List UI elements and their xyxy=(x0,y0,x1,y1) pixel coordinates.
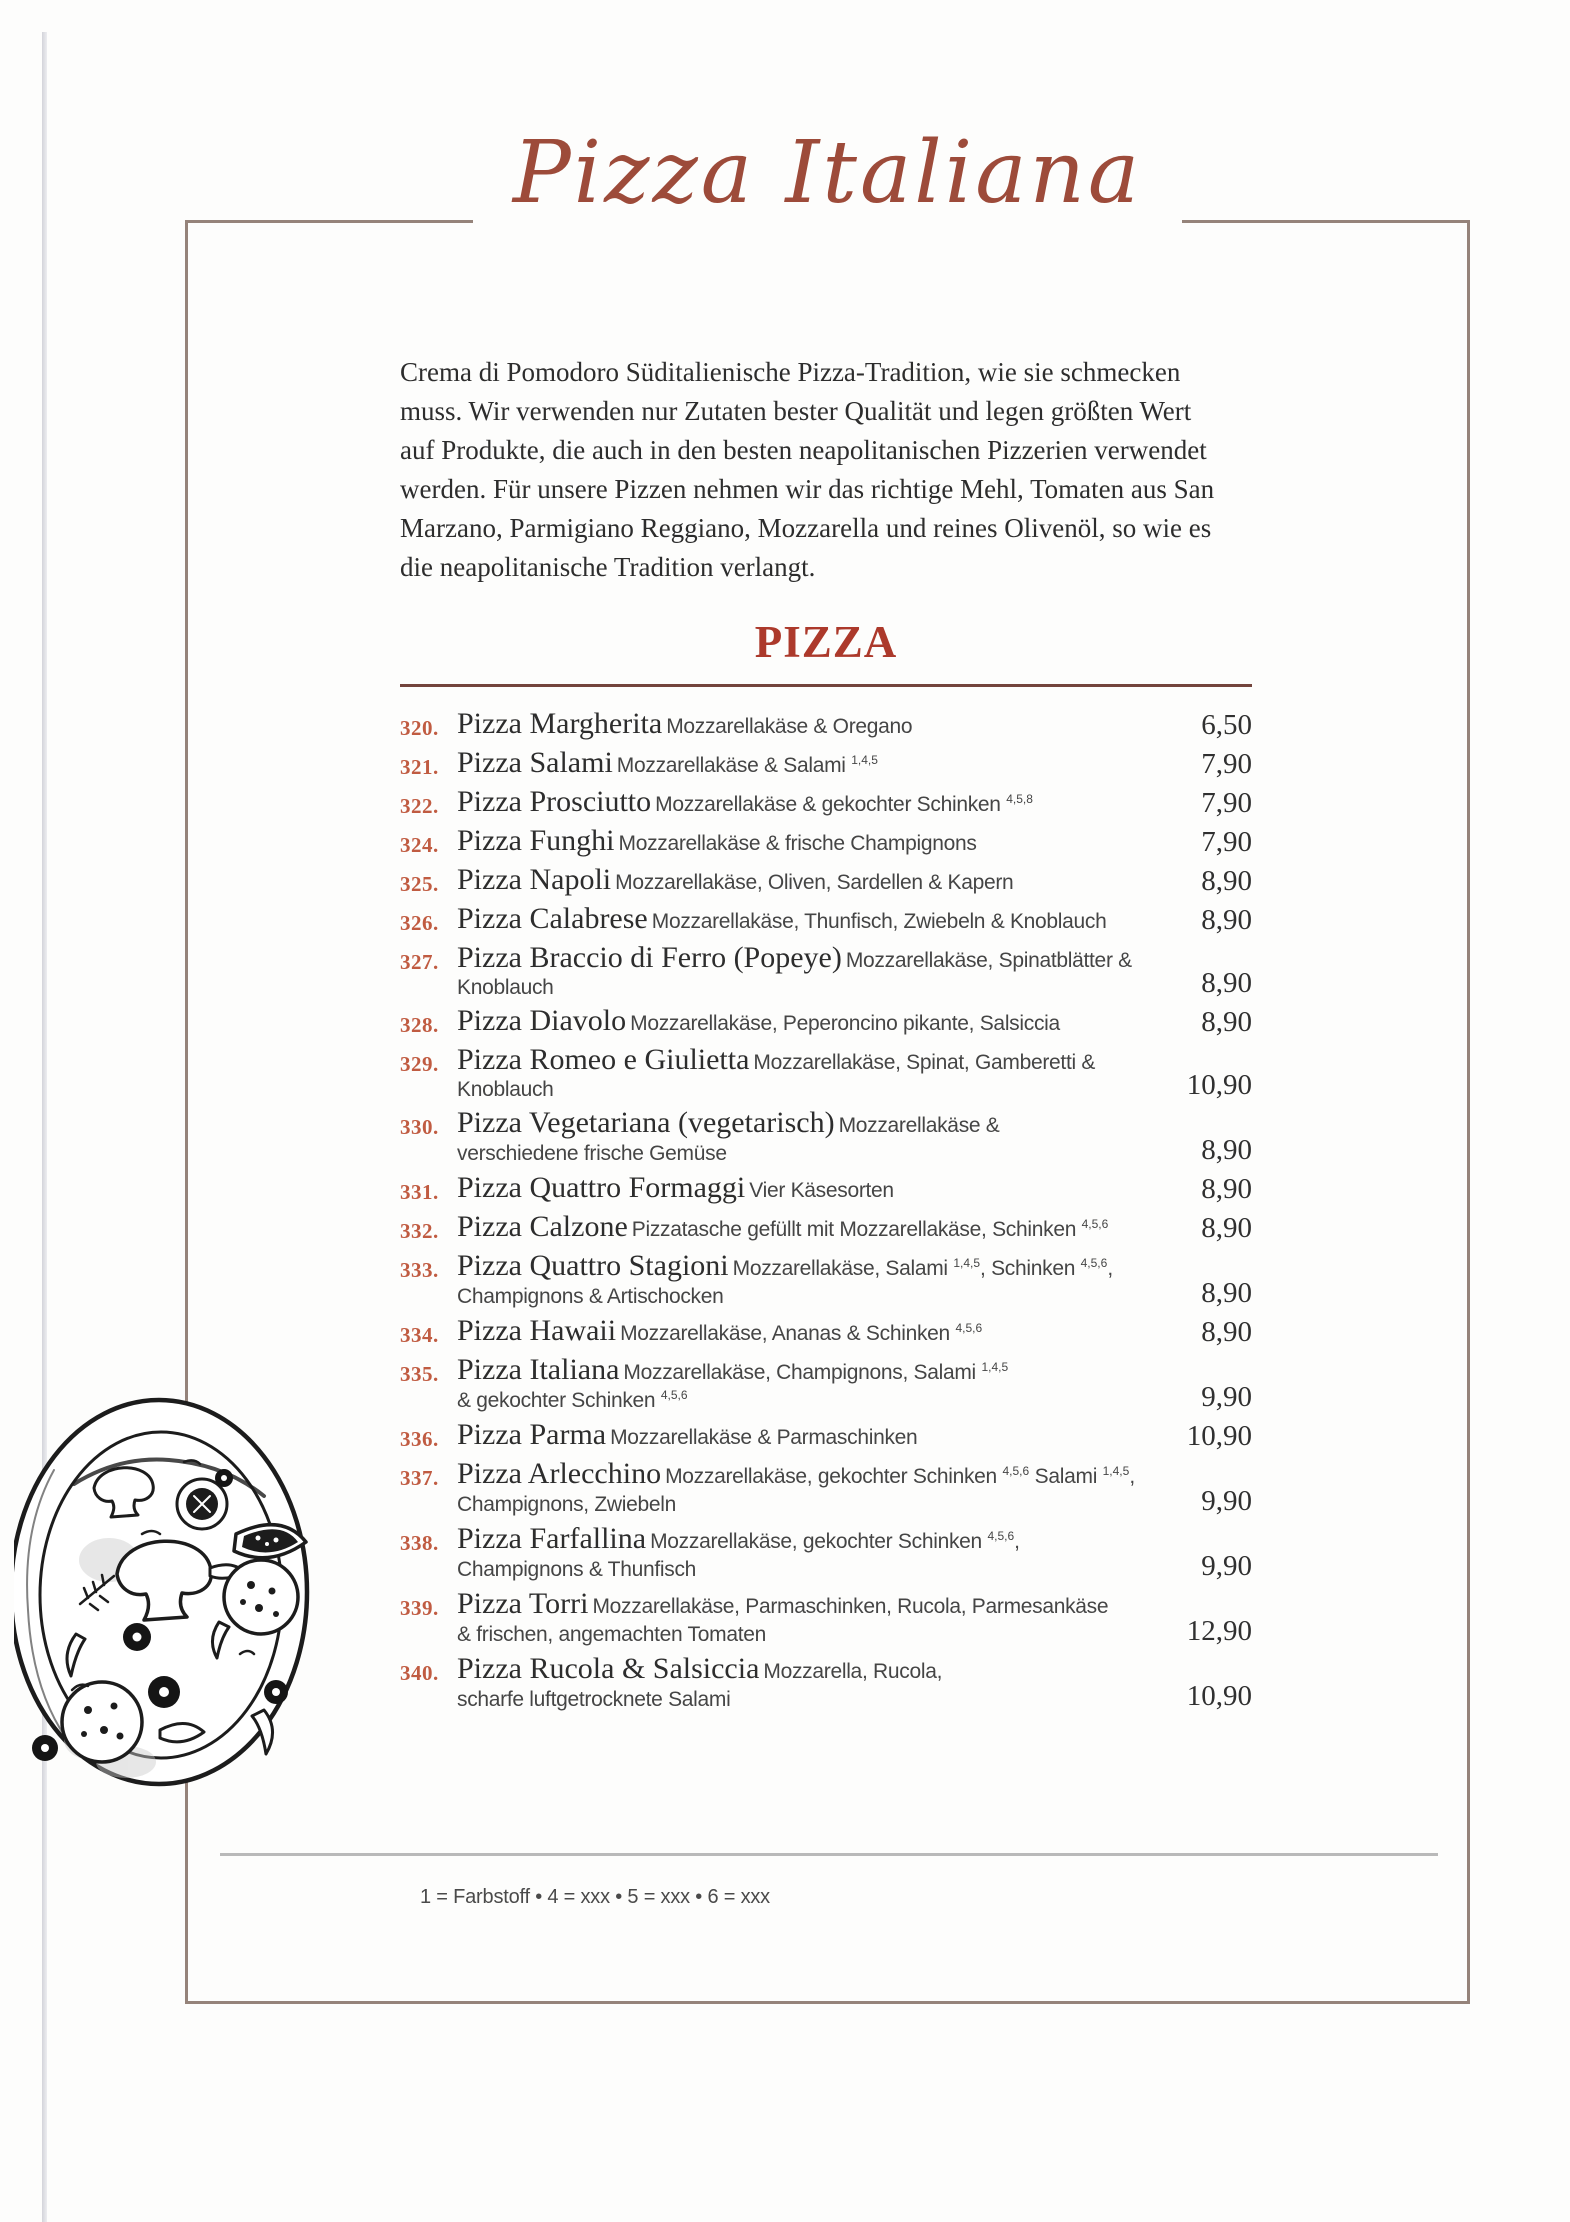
item-name: Pizza Prosciutto xyxy=(457,785,652,818)
item-price: 8,90 xyxy=(1201,865,1252,897)
item-name: Pizza Funghi xyxy=(457,824,615,857)
item-first-line xyxy=(457,1003,1157,1039)
item-body xyxy=(457,1456,1157,1518)
item-number: 333. xyxy=(400,1258,439,1282)
item-price: 7,90 xyxy=(1201,826,1252,858)
item-price: 12,90 xyxy=(1186,1615,1252,1647)
item-description-line: scharfe luftgetrocknete Salami xyxy=(457,1688,731,1711)
item-name: Pizza Calabrese xyxy=(457,902,648,935)
item-description-line: Champignons & Artischocken xyxy=(457,1285,724,1308)
page-title: Pizza Italiana xyxy=(473,98,1182,248)
item-body xyxy=(457,1003,1157,1039)
menu-heading: PIZZA xyxy=(754,617,898,667)
item-price: 8,90 xyxy=(1201,967,1252,999)
item-price: 7,90 xyxy=(1201,748,1252,780)
item-name: Pizza Italiana xyxy=(457,1353,620,1386)
item-description: Mozzarellakäse, Champignons, Salami $^{1,4,5}$ xyxy=(623,1360,1009,1384)
item-body xyxy=(457,901,1157,937)
item-number: 322. xyxy=(400,794,439,818)
item-number: 337. xyxy=(400,1466,439,1490)
item-number: 334. xyxy=(400,1323,439,1347)
item-description: Mozzarellakäse, Salami $^{1,4,5}$, Schinken $^{4,5,6}$, xyxy=(732,1256,1113,1280)
page-title-wrap xyxy=(185,98,1470,248)
item-first-line xyxy=(457,1209,1157,1245)
menu-item-row xyxy=(400,1521,1252,1583)
item-body xyxy=(457,706,1157,742)
item-description: Mozzarellakäse & Oregano xyxy=(666,715,913,738)
item-body xyxy=(457,745,1157,781)
menu-item-list xyxy=(400,706,1252,1713)
item-body xyxy=(457,1586,1157,1648)
item-description: Vier Käsesorten xyxy=(749,1179,894,1202)
item-number: 331. xyxy=(400,1180,439,1204)
menu-item-row xyxy=(400,1170,1252,1206)
heading-rule xyxy=(400,684,1252,687)
item-name: Pizza Torri xyxy=(457,1587,589,1620)
item-body xyxy=(457,1209,1157,1245)
item-number: 336. xyxy=(400,1427,439,1451)
menu-item-row xyxy=(400,823,1252,859)
item-description: Mozzarellakäse & xyxy=(838,1114,1000,1137)
menu-item-row xyxy=(400,1248,1252,1310)
item-number: 328. xyxy=(400,1013,439,1037)
item-body xyxy=(457,862,1157,898)
item-name: Pizza Romeo e Giulietta xyxy=(457,1043,750,1076)
item-description: Mozzarellakäse & Parmaschinken xyxy=(610,1426,918,1449)
menu-item-row xyxy=(400,1651,1252,1713)
item-description: Mozzarellakäse, Spinatblätter & Knoblauch xyxy=(457,949,1132,999)
item-number: 326. xyxy=(400,911,439,935)
item-first-line xyxy=(457,1313,1157,1349)
item-description: Mozzarellakäse, gekochter Schinken $^{4,5,6}$ Salami $^{1,4,5}$, xyxy=(665,1464,1135,1488)
menu-item-row xyxy=(400,1417,1252,1453)
item-number: 340. xyxy=(400,1661,439,1685)
page-edge-line xyxy=(42,32,47,2222)
menu-item-row xyxy=(400,1456,1252,1518)
item-name: Pizza Arlecchino xyxy=(457,1457,662,1490)
item-first-line xyxy=(457,784,1157,820)
item-number: 327. xyxy=(400,950,439,974)
item-name: Pizza Farfallina xyxy=(457,1522,647,1555)
menu-item-row xyxy=(400,1042,1252,1102)
item-number: 320. xyxy=(400,716,439,740)
item-first-line xyxy=(457,823,1157,859)
item-price: 6,50 xyxy=(1201,709,1252,741)
item-first-line xyxy=(457,1651,1157,1687)
menu-item-row xyxy=(400,784,1252,820)
item-first-line xyxy=(457,1417,1157,1453)
item-number: 330. xyxy=(400,1115,439,1139)
item-body xyxy=(457,784,1157,820)
item-body xyxy=(457,1651,1157,1713)
item-price: 8,90 xyxy=(1201,1212,1252,1244)
item-name: Pizza Quattro Stagioni xyxy=(457,1249,729,1282)
item-description-line: & frischen, angemachten Tomaten xyxy=(457,1623,767,1646)
item-price: 9,90 xyxy=(1201,1485,1252,1517)
item-price: 10,90 xyxy=(1186,1069,1252,1101)
item-first-line xyxy=(457,862,1157,898)
item-description: Mozzarellakäse, Oliven, Sardellen & Kapern xyxy=(615,871,1014,894)
item-price: 10,90 xyxy=(1186,1680,1252,1712)
item-first-line xyxy=(457,1352,1157,1388)
item-description: Mozzarellakäse & frische Champignons xyxy=(618,832,977,855)
item-name: Pizza Quattro Formaggi xyxy=(457,1171,746,1204)
item-name: Pizza Diavolo xyxy=(457,1004,627,1037)
item-name: Pizza Braccio di Ferro (Popeye) xyxy=(457,941,842,974)
item-first-line xyxy=(457,1042,1157,1102)
item-price: 8,90 xyxy=(1201,1173,1252,1205)
menu-item-row xyxy=(400,1209,1252,1245)
item-name: Pizza Parma xyxy=(457,1418,607,1451)
item-body xyxy=(457,1352,1157,1414)
item-description: Mozzarella, Rucola, xyxy=(763,1660,943,1683)
item-name: Pizza Hawaii xyxy=(457,1314,617,1347)
item-name: Pizza Vegetariana (vegetarisch) xyxy=(457,1106,835,1139)
item-description: Mozzarellakäse & Salami $^{1,4,5}$ xyxy=(616,753,878,777)
item-price: 8,90 xyxy=(1201,1277,1252,1309)
item-price: 8,90 xyxy=(1201,1134,1252,1166)
item-name: Pizza Margherita xyxy=(457,707,663,740)
menu-item-row xyxy=(400,1003,1252,1039)
item-price: 8,90 xyxy=(1201,1316,1252,1348)
item-name: Pizza Salami xyxy=(457,746,613,779)
item-description: Mozzarellakäse, Parmaschinken, Rucola, Parmesankäse xyxy=(592,1595,1109,1618)
additives-footnote: 1 = Farbstoff • 4 = xxx • 5 = xxx • 6 = xxx xyxy=(420,1886,770,1908)
item-price: 8,90 xyxy=(1201,904,1252,936)
item-body xyxy=(457,940,1157,1000)
item-number: 338. xyxy=(400,1531,439,1555)
menu-item-row xyxy=(400,745,1252,781)
item-body xyxy=(457,1313,1157,1349)
item-body xyxy=(457,1105,1157,1167)
item-name: Pizza Calzone xyxy=(457,1210,628,1243)
item-description: Pizzatasche gefüllt mit Mozzarellakäse, Schinken $^{4,5,6}$ xyxy=(631,1217,1109,1241)
menu-item-row xyxy=(400,1313,1252,1349)
item-description: Mozzarellakäse, Spinat, Gamberetti & Knoblauch xyxy=(457,1051,1096,1101)
item-name: Pizza Rucola & Salsiccia xyxy=(457,1652,760,1685)
item-price: 9,90 xyxy=(1201,1550,1252,1582)
item-number: 324. xyxy=(400,833,439,857)
item-number: 332. xyxy=(400,1219,439,1243)
footer-divider xyxy=(220,1853,1438,1856)
menu-section xyxy=(400,616,1252,1716)
item-number: 321. xyxy=(400,755,439,779)
item-description: Mozzarellakäse, Ananas & Schinken $^{4,5,6}$ xyxy=(620,1321,983,1345)
item-first-line xyxy=(457,1456,1157,1492)
item-name: Pizza Napoli xyxy=(457,863,612,896)
item-first-line xyxy=(457,1105,1157,1141)
item-description: Mozzarellakäse & gekochter Schinken $^{4,5,8}$ xyxy=(655,792,1033,816)
menu-item-row xyxy=(400,940,1252,1000)
item-first-line xyxy=(457,901,1157,937)
item-first-line xyxy=(457,706,1157,742)
item-description: Mozzarellakäse, gekochter Schinken $^{4,5,6}$, xyxy=(650,1529,1020,1553)
item-description: Mozzarellakäse, Thunfisch, Zwiebeln & Knoblauch xyxy=(651,910,1107,933)
item-body xyxy=(457,1521,1157,1583)
item-description-line: verschiedene frische Gemüse xyxy=(457,1142,727,1165)
item-first-line xyxy=(457,940,1157,1000)
item-body xyxy=(457,823,1157,859)
item-first-line xyxy=(457,1248,1157,1284)
menu-item-row xyxy=(400,1105,1252,1167)
intro-paragraph: Crema di Pomodoro Süditalienische Pizza-Tradition, wie sie schmecken muss. Wir verwenden nur Zutaten bester Qualität und legen größten Wert auf Produkte, die auch in den besten neapolitanischen Pizzerien verwendet werden. Für unsere Pizzen nehmen wir das richtige Mehl, Tomaten aus San Marzano, Parmigiano Reggiano, Mozzarella und reines Olivenöl, so wie es die neapolitanische Tradition verlangt. xyxy=(400,357,1215,582)
item-number: 335. xyxy=(400,1362,439,1386)
item-first-line xyxy=(457,1521,1157,1557)
item-description-line: Champignons, Zwiebeln xyxy=(457,1493,676,1516)
item-number: 339. xyxy=(400,1596,439,1620)
item-price: 9,90 xyxy=(1201,1381,1252,1413)
item-body xyxy=(457,1248,1157,1310)
menu-item-row xyxy=(400,862,1252,898)
item-first-line xyxy=(457,1170,1157,1206)
item-body xyxy=(457,1042,1157,1102)
item-number: 325. xyxy=(400,872,439,896)
item-price: 7,90 xyxy=(1201,787,1252,819)
item-price: 10,90 xyxy=(1186,1420,1252,1452)
item-description-line: Champignons & Thunfisch xyxy=(457,1558,697,1581)
item-description-line: & gekochter Schinken $^{4,5,6}$ xyxy=(457,1388,688,1412)
item-first-line xyxy=(457,745,1157,781)
item-first-line xyxy=(457,1586,1157,1622)
item-body xyxy=(457,1417,1157,1453)
menu-item-row xyxy=(400,1352,1252,1414)
menu-item-row xyxy=(400,1586,1252,1648)
menu-item-row xyxy=(400,706,1252,742)
menu-item-row xyxy=(400,901,1252,937)
item-body xyxy=(457,1170,1157,1206)
item-description: Mozzarellakäse, Peperoncino pikante, Salsiccia xyxy=(630,1012,1060,1035)
item-number: 329. xyxy=(400,1052,439,1076)
item-price: 8,90 xyxy=(1201,1006,1252,1038)
pizza-illustration xyxy=(14,1392,328,1794)
